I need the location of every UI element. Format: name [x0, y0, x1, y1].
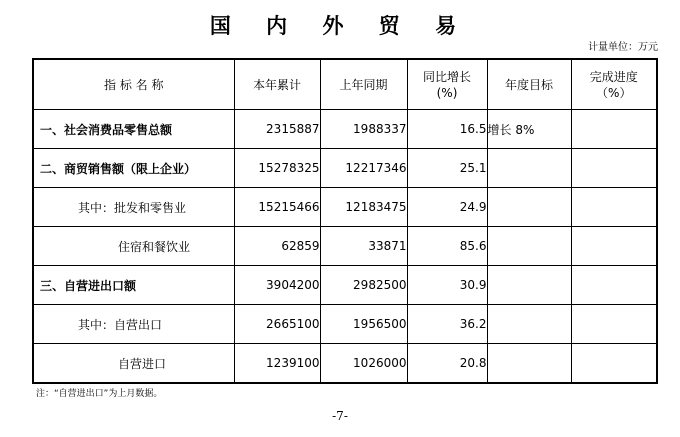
footnote: 注：“自营进出口”为上月数据。 [36, 389, 163, 399]
page-title: 国 内 外 贸 易 [209, 13, 471, 38]
row-yoy: 20.8 [407, 344, 487, 384]
row-target [487, 266, 571, 305]
row-target [487, 188, 571, 227]
table-row [33, 266, 657, 305]
row-yoy: 24.9 [407, 188, 487, 227]
row-label: 自营进口 [33, 344, 234, 384]
table-header-row [33, 59, 657, 110]
header-yoy-line1: 同比增长 [422, 69, 471, 84]
unit-label: 计量单位：万元 [588, 42, 658, 53]
header-progress [571, 59, 657, 110]
row-yoy: 85.6 [407, 227, 487, 266]
table-row [33, 188, 657, 227]
table-row [33, 227, 657, 266]
header-yoy [407, 59, 487, 110]
row-prev: 33871 [320, 227, 407, 266]
row-target [487, 305, 571, 344]
row-ytd: 1239100 [234, 344, 320, 384]
row-label: 二、商贸销售额（限上企业） [33, 149, 234, 188]
row-ytd: 15215466 [234, 188, 320, 227]
table-row [33, 110, 657, 149]
header-progress-line1: 完成进度 [589, 69, 638, 84]
row-progress [571, 149, 657, 188]
row-prev: 12183475 [320, 188, 407, 227]
row-label: 其中：批发和零售业 [33, 188, 234, 227]
header-progress-line2: （%） [596, 85, 632, 100]
row-ytd: 15278325 [234, 149, 320, 188]
table-row [33, 344, 657, 384]
header-yoy-line2: (%) [436, 85, 458, 100]
table-row [33, 149, 657, 188]
row-target [487, 227, 571, 266]
row-progress [571, 110, 657, 149]
header-prev: 上年同期 [320, 59, 407, 110]
row-yoy: 30.9 [407, 266, 487, 305]
row-target [487, 149, 571, 188]
row-target [487, 344, 571, 384]
header-ytd: 本年累计 [234, 59, 320, 110]
trade-table [32, 58, 658, 384]
row-prev: 1988337 [320, 110, 407, 149]
row-label: 一、社会消费品零售总额 [33, 110, 234, 149]
table-row [33, 305, 657, 344]
row-prev: 1026000 [320, 344, 407, 384]
row-prev: 1956500 [320, 305, 407, 344]
row-ytd: 3904200 [234, 266, 320, 305]
row-target: 增长 8% [487, 110, 571, 149]
row-progress [571, 305, 657, 344]
row-label: 其中：自营出口 [33, 305, 234, 344]
row-progress [571, 188, 657, 227]
header-target: 年度目标 [487, 59, 571, 110]
header-indicator: 指 标 名 称 [33, 59, 234, 110]
row-ytd: 2665100 [234, 305, 320, 344]
row-label: 住宿和餐饮业 [33, 227, 234, 266]
row-yoy: 25.1 [407, 149, 487, 188]
row-label: 三、自营进出口额 [33, 266, 234, 305]
row-yoy: 16.5 [407, 110, 487, 149]
row-progress [571, 344, 657, 384]
page-number: -7- [332, 409, 348, 423]
row-progress [571, 266, 657, 305]
row-ytd: 2315887 [234, 110, 320, 149]
row-prev: 2982500 [320, 266, 407, 305]
row-yoy: 36.2 [407, 305, 487, 344]
row-prev: 12217346 [320, 149, 407, 188]
row-progress [571, 227, 657, 266]
row-ytd: 62859 [234, 227, 320, 266]
